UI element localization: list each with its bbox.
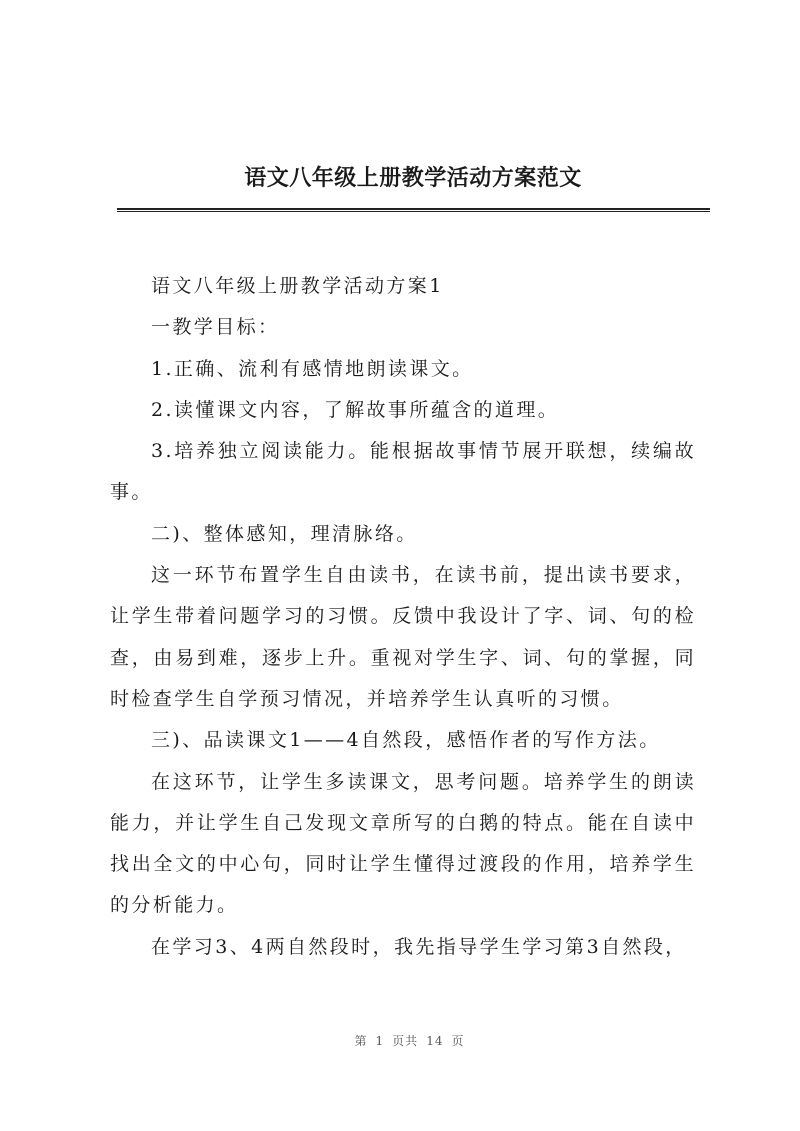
paragraph-heading: 语文八年级上册教学活动方案1 (151, 275, 444, 297)
document-body (110, 266, 696, 968)
paragraph-section-goals: 一教学目标： (151, 316, 280, 339)
paragraph-section-3: 三)、品读课文1——4自然段，感悟作者的写作方法。 (151, 729, 661, 752)
paragraph-body-3: 在学习3、4两自然段时，我先指导学生学习第3自然段， (151, 935, 687, 958)
footer-label-of: 页共 (392, 1034, 419, 1048)
document-title: 语文八年级上册教学活动方案范文 (244, 165, 582, 191)
page-footer (0, 1032, 800, 1049)
paragraph-body-1: 这一环节布置学生自由读书，在读书前，提出读书要求，让学生带着问题学习的习惯。反馈中我设计了字、词、句的检查，由易到难，逐步上升。重视对学生字、词、句的掌握，同时检查学生自学预习情况，并培养学生认真听的习惯。 (110, 564, 696, 710)
paragraph-body-2: 在这环节，让学生多读课文，思考问题。培养学生的朗读能力，并让学生自己发现文章所写的白鹅的特点。能在自读中找出全文的中心句，同时让学生懂得过渡段的作用，培养学生的分析能力。 (110, 770, 696, 917)
footer-current-page: 1 (375, 1034, 385, 1048)
title-divider (117, 208, 710, 212)
paragraph-section-2: 二)、整体感知，理清脉络。 (151, 522, 418, 545)
footer-total-pages: 14 (426, 1034, 444, 1048)
paragraph-goal-2: 2.读懂课文内容，了解故事所蕴含的道理。 (151, 398, 560, 421)
paragraph-goal-1: 1.正确、流利有感情地朗读课文。 (151, 357, 474, 380)
paragraph-goal-3: 3.培养独立阅读能力。能根据故事情节展开联想，续编故事。 (110, 440, 696, 504)
footer-label-pages: 页 (451, 1034, 465, 1048)
footer-label-page: 第 (354, 1034, 368, 1048)
